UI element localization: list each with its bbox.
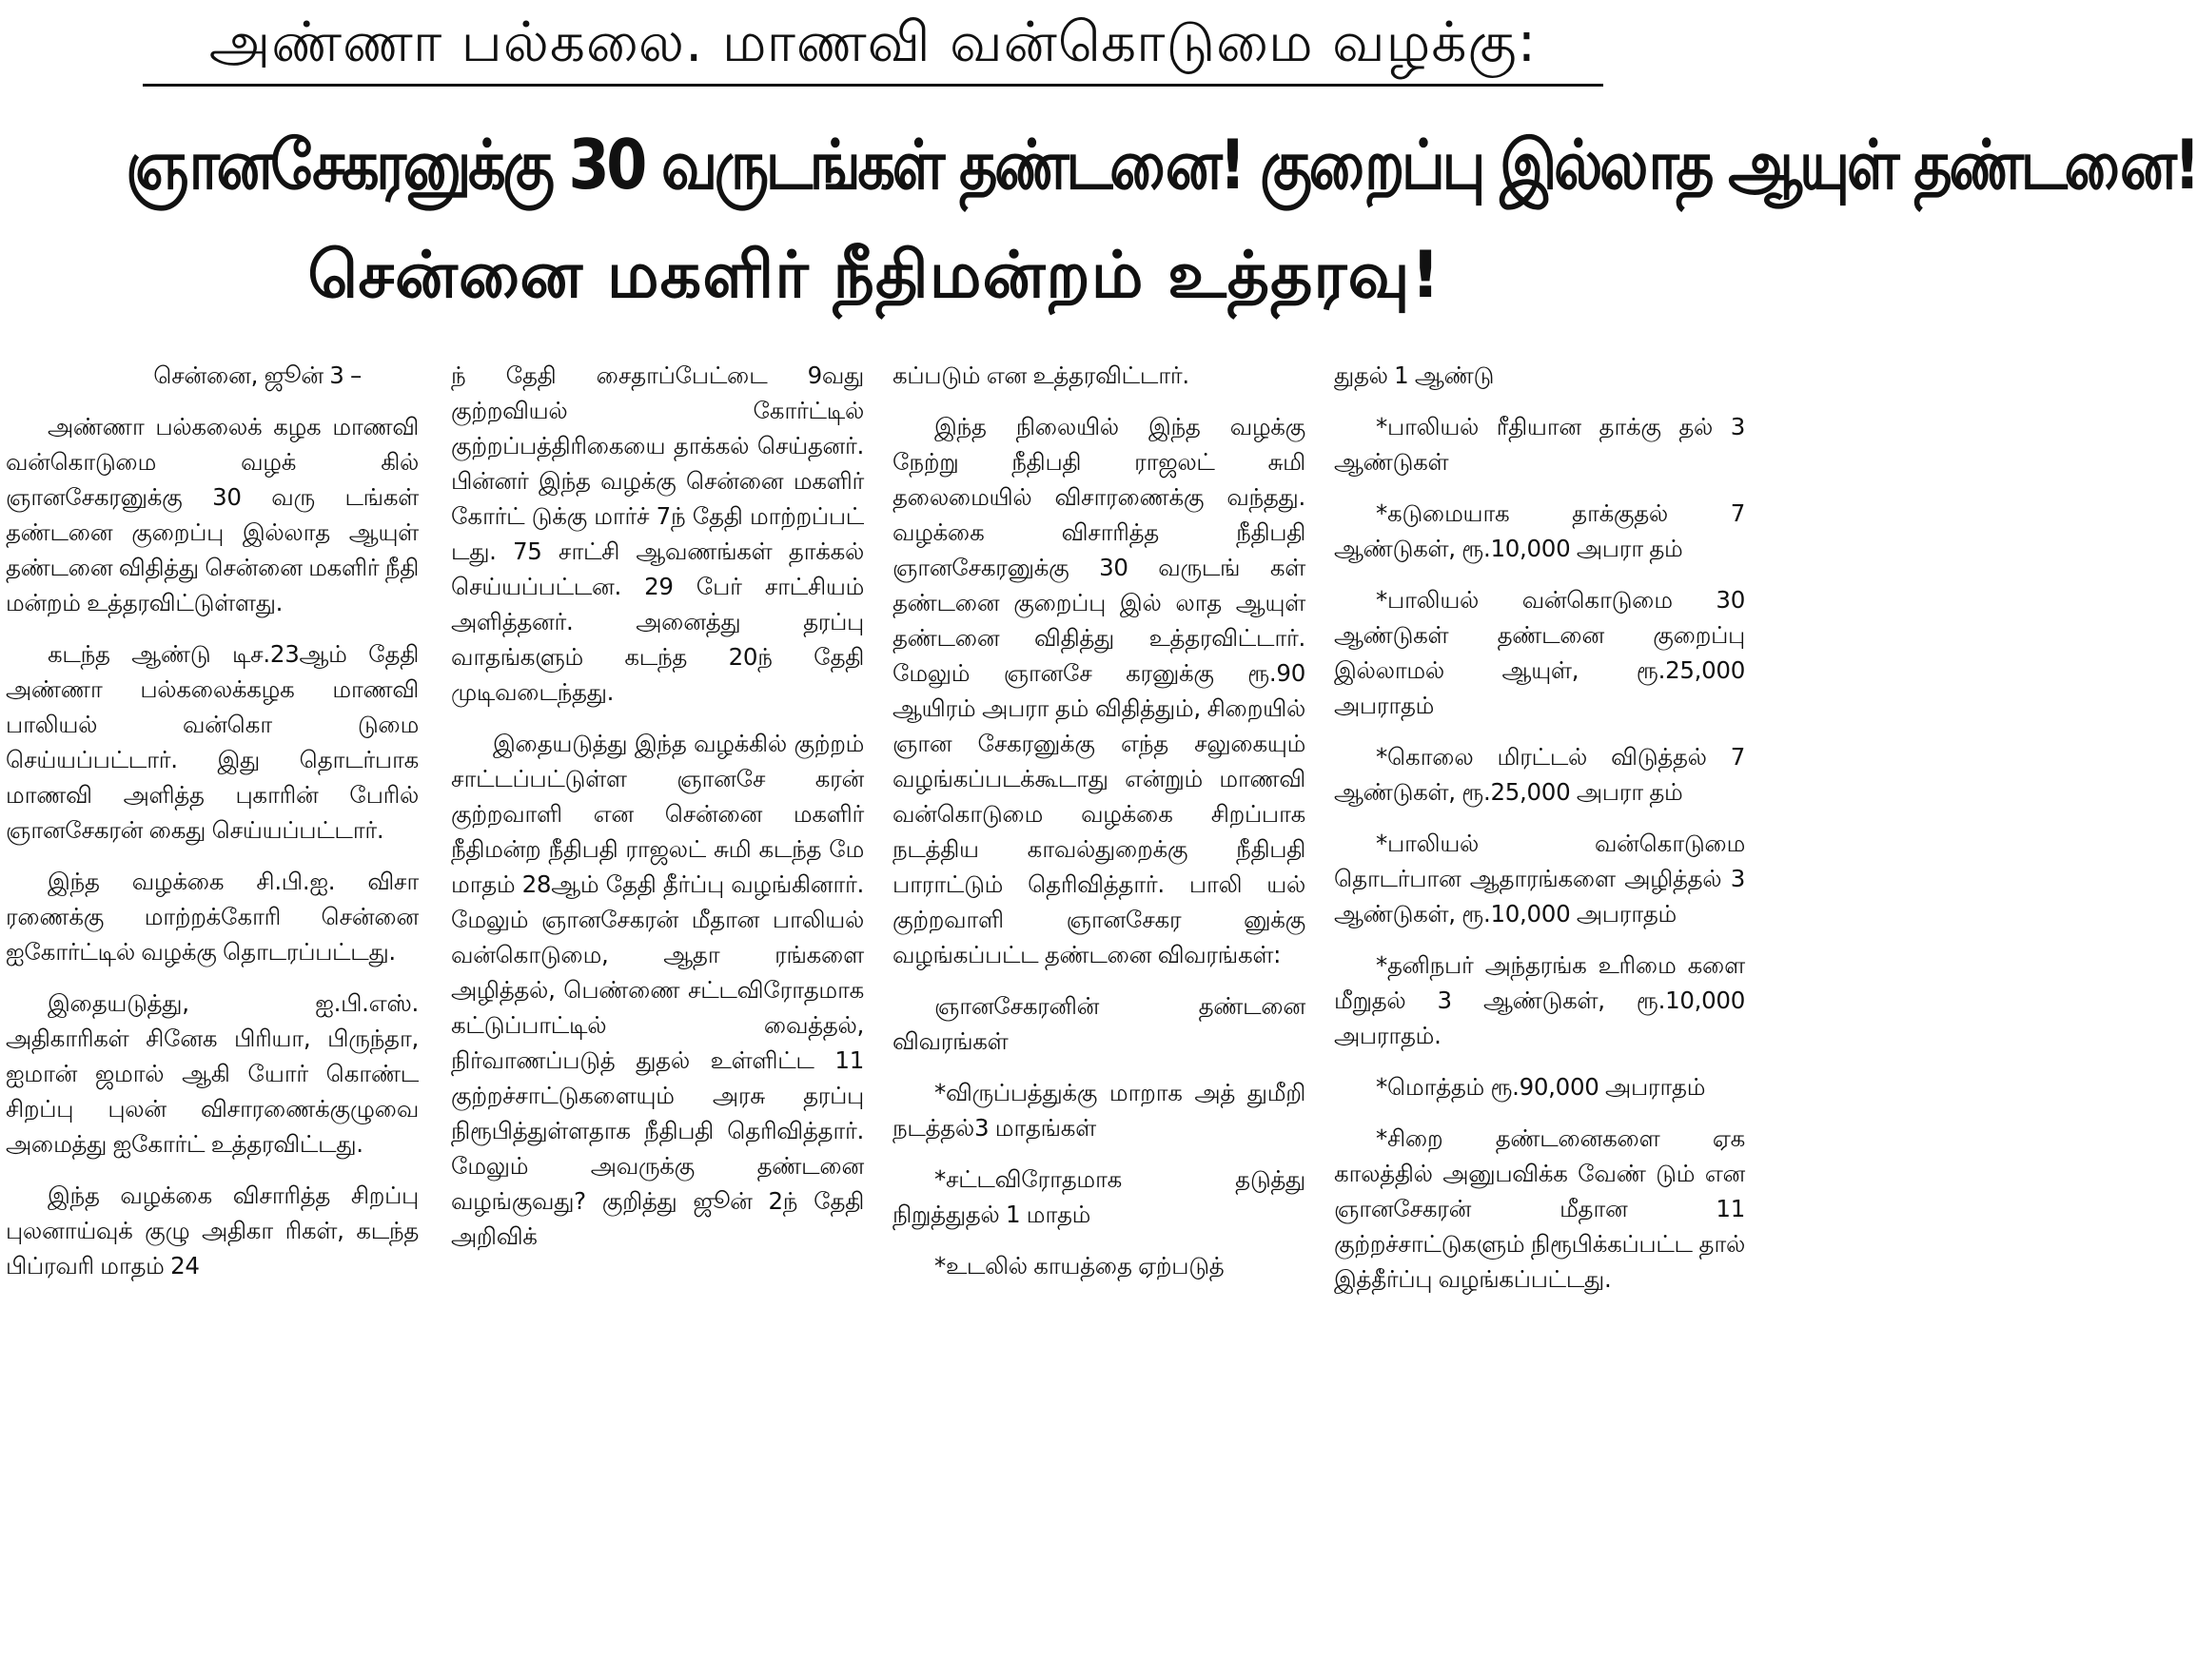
paragraph: ந் தேதி சைதாப்பேட்டை 9வது குற்றவியல் கோர்ட்டில் குற்றப்பத்திரிகையை தாக்கல் செய்தனர். பின்னர் இந்த வழக்கு சென்னை மகளிர் கோர்ட் டுக்கு மார்ச் 7ந் தேதி மாற்றப்பட் டது. 75 சாட்சி ஆவணங்கள் தாக்கல் செய்யப்பட்டன. 29 பேர் சாட்சியம் அளித்தனர். அனைத்து தரப்பு வாதங்களும் கடந்த 20ந் தேதி முடிவடைந்தது.	[451, 361, 864, 706]
kicker-underline	[143, 84, 1603, 87]
sentence-item: *பாலியல் வன்கொடுமை தொடர்பான ஆதாரங்களை அழித்தல் 3 ஆண்டுகள், ரூ.10,000 அபராதம்	[1334, 830, 1745, 928]
paragraph: இதையடுத்து, ஐ.பி.எஸ். அதிகாரிகள் சினேக பிரியா, பிருந்தா, ஐமான் ஜமால் ஆகி யோர் கொண்ட சிறப்பு புலன் விசாரணைக்குழுவை அமைத்து ஐகோர்ட் உத்தரவிட்டது.	[6, 989, 419, 1158]
sentence-item: *கொலை மிரட்டல் விடுத்தல் 7 ஆண்டுகள், ரூ.25,000 அபரா தம்	[1334, 743, 1745, 806]
sentence-item: *பாலியல் வன்கொடுமை 30 ஆண்டுகள் தண்டனை குறைப்பு இல்லாமல் ஆயுள், ரூ.25,000 அபராதம்	[1334, 586, 1745, 719]
main-headline: ஞானசேகரனுக்கு 30 வருடங்கள் தண்டனை! குறைப்பு இல்லாத ஆயுள் தண்டனை!	[126, 125, 2197, 205]
sentence-item: *சிறை தண்டனைகளை ஏக காலத்தில் அனுபவிக்க வேண் டும் என ஞானசேகரன் மீதான 11 குற்றச்சாட்டுகளும் நிரூபிக்கப்பட்ட தால் இத்தீர்ப்பு வழங்கப்பட்டது.	[1334, 1124, 1745, 1293]
paragraph: ஞானசேகரனின் தண்டனை விவரங்கள்	[893, 992, 1305, 1055]
paragraph: இந்த வழக்கை விசாரித்த சிறப்பு புலனாய்வுக் குழு அதிகா ரிகள், கடந்த பிப்ரவரி மாதம் 24	[6, 1182, 419, 1280]
paragraph: கடந்த ஆண்டு டிச.23ஆம் தேதி அண்ணா பல்கலைக்கழக மாணவி பாலியல் வன்கொ டுமை செய்யப்பட்டார். இது தொடர்பாக மாணவி அளித்த புகாரின் பேரில் ஞானசேகரன் கைது செய்யப்பட்டார்.	[6, 640, 419, 844]
article-column-2	[451, 358, 864, 1678]
paragraph: இந்த நிலையில் இந்த வழக்கு நேற்று நீதிபதி ராஜலட் சுமி தலைமையில் விசாரணைக்கு வந்தது. வழக்கை விசாரித்த நீதிபதி ஞானசேகரனுக்கு 30 வருடங் கள் தண்டனை குறைப்பு இல் லாத ஆயுள் தண்டனை விதித்து உத்தரவிட்டார். மேலும் ஞானசே கரனுக்கு ரூ.90 ஆயிரம் அபரா தம் விதித்தும், சிறையில் ஞான சேகரனுக்கு எந்த சலுகையும் வழங்கப்படக்கூடாது என்றும் மாணவி வன்கொடுமை வழக்கை சிறப்பாக நடத்திய காவல்துறைக்கு நீதிபதி பாராட்டும் தெரிவித்தார். பாலி யல் குற்றவாளி ஞானசேகர னுக்கு வழங்கப்பட்ட தண்டனை விவரங்கள்:	[893, 413, 1305, 968]
paragraph: அண்ணா பல்கலைக் கழக மாணவி வன்கொடுமை வழக் கில் ஞானசேகரனுக்கு 30 வரு டங்கள் தண்டனை குறைப்பு இல்லாத ஆயுள் தண்டனை விதித்து சென்னை மகளிர் நீதி மன்றம் உத்தரவிட்டுள்ளது.	[6, 413, 419, 616]
sentence-item: துதல் 1 ஆண்டு	[1334, 361, 1495, 389]
paragraph: கப்படும் என உத்தரவிட்டார்.	[893, 361, 1189, 389]
article-column-1	[6, 358, 419, 1678]
sentence-item: *பாலியல் ரீதியான தாக்கு தல் 3 ஆண்டுகள்	[1334, 413, 1745, 476]
paragraph: இதையடுத்து இந்த வழக்கில் குற்றம் சாட்டப்பட்டுள்ள ஞானசே கரன் குற்றவாளி என சென்னை மகளிர் நீதிமன்ற நீதிபதி ராஜலட் சுமி கடந்த மே மாதம் 28ஆம் தேதி தீர்ப்பு வழங்கினார். மேலும் ஞானசேகரன் மீதான பாலியல் வன்கொடுமை, ஆதா ரங்களை அழித்தல், பெண்ணை சட்டவிரோதமாக கட்டுப்பாட்டில் வைத்தல், நிர்வாணப்படுத் துதல் உள்ளிட்ட 11 குற்றச்சாட்டுகளையும் அரசு தரப்பு நிரூபித்துள்ளதாக நீதிபதி தெரிவித்தார். மேலும் அவருக்கு தண்டனை வழங்குவது? குறித்து ஜூன் 2ந் தேதி அறிவிக்	[451, 730, 864, 1250]
kicker-headline: அண்ணா பல்கலை. மாணவி வன்கொடுமை வழக்கு:	[208, 10, 1538, 74]
article-column-3	[893, 358, 1305, 1678]
sentence-item: *சட்டவிரோதமாக தடுத்து நிறுத்துதல் 1 மாதம்	[893, 1165, 1305, 1228]
sentence-item: *உடலில் காயத்தை ஏற்படுத்	[934, 1252, 1225, 1280]
dateline: சென்னை, ஜூன் 3 –	[153, 361, 362, 389]
article-column-4	[1334, 358, 1745, 1678]
sub-headline: சென்னை மகளிர் நீதிமன்றம் உத்தரவு!	[307, 238, 1442, 313]
sentence-item: *விருப்பத்துக்கு மாறாக அத் துமீறி நடத்தல்3 மாதங்கள்	[893, 1079, 1305, 1142]
sentence-item: *தனிநபர் அந்தரங்க உரிமை களை மீறுதல் 3 ஆண்டுகள், ரூ.10,000 அபராதம்.	[1334, 951, 1745, 1049]
sentence-item: *மொத்தம் ரூ.90,000 அபராதம்	[1376, 1073, 1706, 1101]
paragraph: இந்த வழக்கை சி.பி.ஐ. விசா ரணைக்கு மாற்றக்கோரி சென்னை ஐகோர்ட்டில் வழக்கு தொடரப்பட்டது.	[6, 868, 419, 966]
sentence-item: *கடுமையாக தாக்குதல் 7 ஆண்டுகள், ரூ.10,000 அபரா தம்	[1334, 499, 1745, 562]
